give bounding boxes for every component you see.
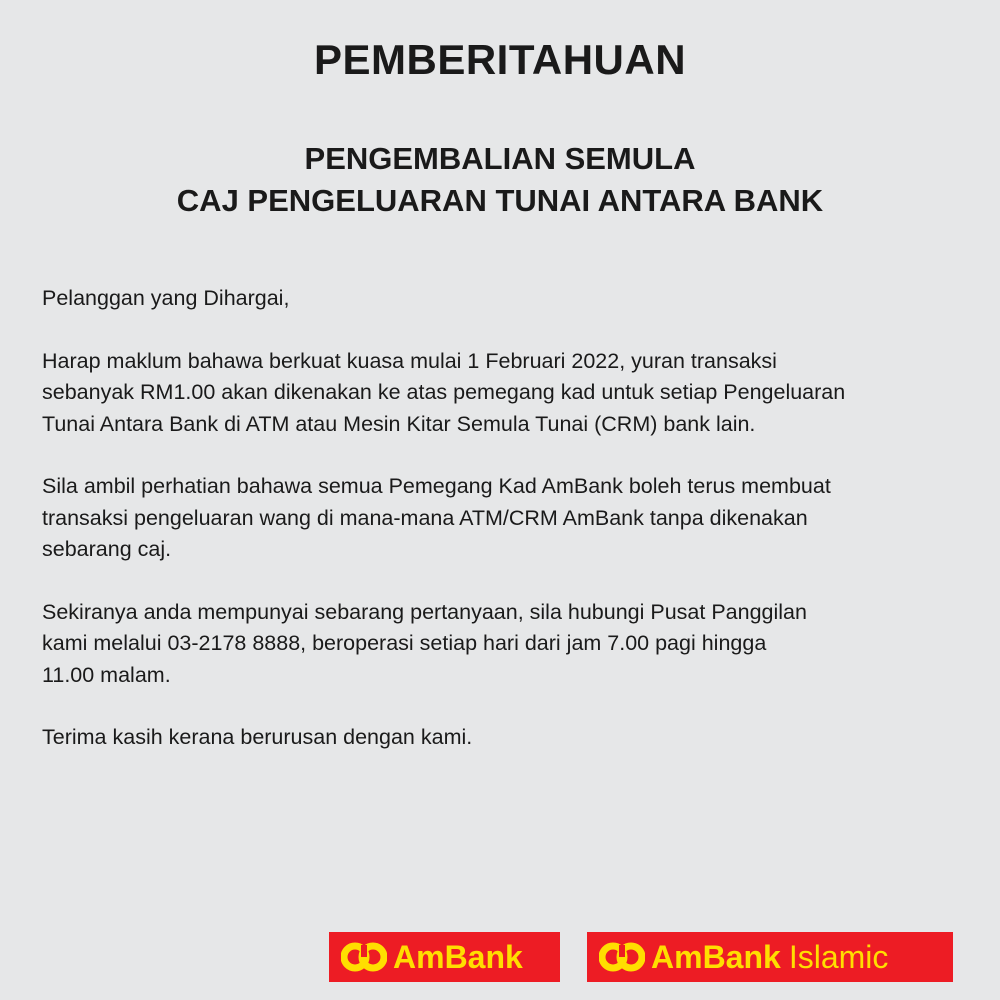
ambank-logo (329, 932, 560, 982)
ambank-wordmark: AmBank (393, 939, 523, 975)
paragraph-line: Tunai Antara Bank di ATM atau Mesin Kitar Semula Tunai (CRM) bank lain. (42, 411, 756, 436)
paragraph-line: Harap maklum bahawa berkuat kuasa mulai 1 Februari 2022, yuran transaksi (42, 348, 777, 373)
paragraph-ambank-free (42, 471, 962, 566)
paragraph-line: kami melalui 03-2178 8888, beroperasi setiap hari dari jam 7.00 pagi hingga (42, 631, 767, 655)
greeting (42, 283, 962, 315)
greeting-text: Pelanggan yang Dihargai, (42, 286, 290, 310)
logo-bar (0, 932, 1000, 982)
subtitle-line-1: PENGEMBALIAN SEMULA (304, 141, 696, 176)
ambank-symbol-icon (341, 942, 387, 972)
paragraph-contact (42, 597, 962, 692)
ambank-symbol-icon (599, 942, 645, 972)
subtitle-line-2: CAJ PENGELUARAN TUNAI ANTARA BANK (176, 183, 824, 218)
notice-subtitle (0, 138, 1000, 222)
notice-title: PEMBERITAHUAN (313, 36, 687, 83)
ambank-islamic-wordmark: AmBank Islamic (651, 939, 889, 975)
paragraph-line: Sila ambil perhatian bahawa semua Pemegang Kad AmBank boleh terus membuat (42, 474, 831, 498)
notice-body (42, 283, 962, 785)
paragraph-line: 11.00 malam. (42, 662, 171, 687)
ambank-islamic-logo (587, 932, 953, 982)
closing-text: Terima kasih kerana berurusan dengan kami. (42, 725, 473, 749)
paragraph-line: Sekiranya anda mempunyai sebarang pertanyaan, sila hubungi Pusat Panggilan (42, 599, 807, 624)
closing (42, 722, 962, 754)
paragraph-fee-notice (42, 346, 962, 441)
paragraph-line: transaksi pengeluaran wang di mana-mana ATM/CRM AmBank tanpa dikenakan (42, 505, 808, 530)
paragraph-line: sebanyak RM1.00 akan dikenakan ke atas pemegang kad untuk setiap Pengeluaran (42, 380, 846, 404)
paragraph-line: sebarang caj. (42, 537, 172, 561)
